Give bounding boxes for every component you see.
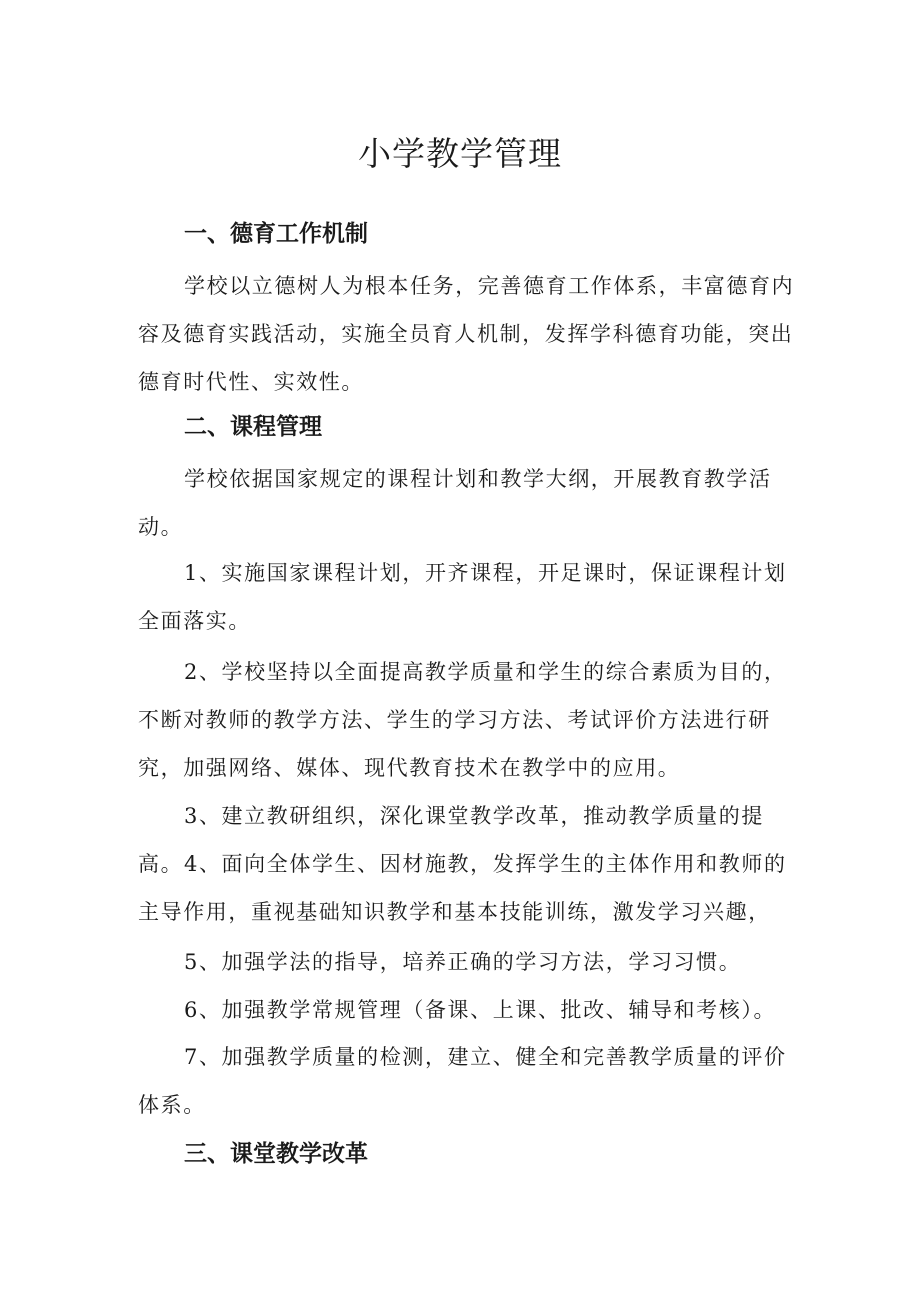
paragraph-item-3: 3、建立教研组织，深化课堂教学改革，推动教学质量的提高。 <box>138 804 764 876</box>
paragraph-moral-education: 学校以立德树人为根本任务，完善德育工作体系，丰富德育内容及德育实践活动，实施全员育人机制，发挥学科德育功能，突出德育时代性、实效性。 <box>138 274 795 394</box>
section-heading-classroom-reform: 三、课堂教学改革 <box>184 1141 368 1167</box>
paragraph-item-5: 5、加强学法的指导，培养正确的学习方法，学习习惯。 <box>184 950 742 974</box>
paragraph-item-4: 4、面向全体学生、因材施教，发挥学生的主体作用和教师的主导作用，重视基础知识教学和基本技能训练，激发学习兴趣， <box>138 852 787 924</box>
paragraph-curriculum-intro: 学校依据国家规定的课程计划和教学大纲，开展教育教学活动。 <box>138 467 772 539</box>
page-title: 小学教学管理 <box>358 134 562 173</box>
paragraph-item-7: 7、加强教学质量的检测，建立、健全和完善教学质量的评价体系。 <box>138 1045 787 1117</box>
paragraph-item-6: 6、加强教学常规管理（备课、上课、批改、辅导和考核）。 <box>184 998 777 1022</box>
paragraph-item-2: 2、学校坚持以全面提高教学质量和学生的综合素质为目的，不断对教师的教学方法、学生的学习方法、考试评价方法进行研究，加强网络、媒体、现代教育技术在教学中的应用。 <box>138 660 787 780</box>
section-heading-moral-education: 一、德育工作机制 <box>184 221 368 247</box>
section-heading-curriculum: 二、课程管理 <box>184 414 322 440</box>
paragraph-item-1: 1、实施国家课程计划，开齐课程，开足课时，保证课程计划全面落实。 <box>138 561 787 633</box>
